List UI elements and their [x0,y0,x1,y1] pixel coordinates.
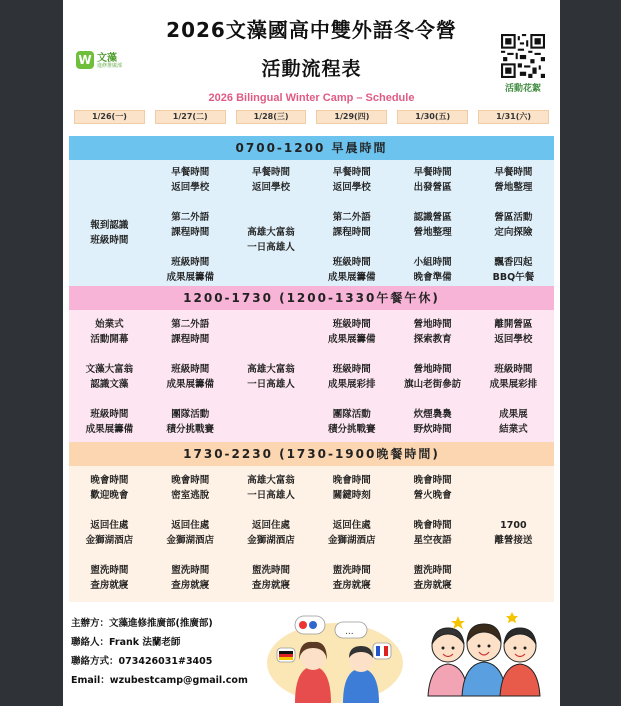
date-4: 1/29(四) [316,110,387,124]
date-1: 1/26(一) [74,110,145,124]
morning-cell: 返回學校 [332,182,371,193]
afternoon-area [69,310,554,442]
evening-cell: 晚會時間 [332,475,371,486]
morning-cell: 返回學校 [171,182,210,193]
afternoon-cell: 團隊活動 [332,409,371,420]
contact-phone-text: 聯絡方式：073426031#3405 [71,656,213,667]
kids-illustration-icon [418,606,548,701]
afternoon-cell: 班級時間 [332,319,371,330]
morning-cell: 定向探險 [494,227,533,238]
afternoon-cell: 成果展籌備 [328,334,376,345]
evening-cell: 關鍵時刻 [332,490,371,501]
morning-cell: 營地整理 [494,182,533,193]
morning-cell: 小組時間 [413,257,452,268]
morning-cell: 課程時間 [332,227,371,238]
morning-area [69,160,554,286]
poster-subtitle-zh: 活動流程表 [261,58,362,80]
afternoon-cell: 成果展 [499,409,528,420]
evening-cell: 查房就寢 [332,580,371,591]
poster-title: 2026文藻國高中雙外語冬令營 [166,18,457,42]
afternoon-cell: 炊煙裊裊 [413,409,452,420]
svg-text:...: ... [345,627,354,637]
afternoon-band: 1200-1730 (1200-1330午餐午休) [69,286,554,310]
evening-cell: 金獅湖酒店 [328,535,376,546]
afternoon-cell: 野炊時間 [413,424,452,435]
morning-cell: 返回學校 [251,182,290,193]
morning-cell: 成果展籌備 [328,272,376,283]
evening-cell: 查房就寢 [90,580,129,591]
morning-cell: BBQ午餐 [492,272,535,283]
logo-subtext: 進修推廣部 [97,63,123,69]
evening-cell: 返回住處 [251,520,290,531]
morning-cell: 早餐時間 [171,167,210,178]
evening-cell: 金獅湖酒店 [166,535,214,546]
logo-name: 文藻 [97,53,117,64]
contact-person-text: 聯絡人：Frank 法蘭老師 [71,637,181,648]
morning-cell: 晚會準備 [413,272,452,283]
afternoon-cell: 旗山老街參訪 [404,379,462,390]
evening-cell: 星空夜語 [413,535,452,546]
evening-cell: 查房就寢 [171,580,210,591]
evening-cell: 高雄大富翁 [247,475,295,486]
morning-cell: 第二外語 [171,212,210,223]
afternoon-cell: 團隊活動 [171,409,210,420]
morning-cell: 班級時間 [90,234,129,246]
evening-cell: 歡迎晚會 [90,490,129,501]
morning-cell: 早餐時間 [332,167,371,178]
afternoon-cell: 離開營區 [494,319,533,330]
date-5: 1/30(五) [397,110,468,124]
morning-cell: 課程時間 [171,227,210,238]
morning-cell: 班級時間 [171,257,210,268]
evening-cell: 晚會時間 [90,475,129,486]
evening-cell: 返回住處 [90,520,129,531]
poster [63,0,560,706]
morning-cell: 營區活動 [494,212,533,223]
afternoon-cell: 積分挑戰賽 [166,424,214,435]
evening-cell: 1700 [500,520,527,531]
evening-cell: 盥洗時間 [251,565,290,576]
evening-cell: 營火晚會 [413,490,452,501]
afternoon-cell: 高雄大富翁 [247,364,295,375]
afternoon-cell: 探索教育 [413,334,452,345]
evening-cell: 盥洗時間 [332,565,371,576]
contact-email-link[interactable]: Email：wzubestcamp@gmail.com [71,675,248,686]
morning-cell: 高雄大富翁 [247,227,295,238]
schedule-table [69,0,554,706]
date-6: 1/31(六) [478,110,549,124]
morning-cell: 早餐時間 [494,167,533,178]
afternoon-cell: 營地時間 [413,364,452,375]
evening-cell: 金獅湖酒店 [85,535,134,546]
evening-area [69,466,554,602]
afternoon-cell: 成果展彩排 [489,379,538,390]
evening-cell: 返回住處 [332,520,371,531]
evening-cell: 晚會時間 [413,520,452,531]
evening-cell: 金獅湖酒店 [247,535,295,546]
morning-cell: 一日高雄人 [247,242,295,253]
afternoon-cell: 班級時間 [494,364,533,375]
morning-cell: 出發營區 [413,182,452,193]
date-2: 1/27(二) [155,110,226,124]
logo-mark-icon: W [76,51,94,69]
morning-cell: 成果展籌備 [166,272,214,283]
evening-cell: 晚會時間 [171,475,210,486]
evening-cell: 密室逃脫 [171,490,210,501]
afternoon-cell: 認識文藻 [90,379,129,390]
morning-cell: 早餐時間 [413,167,452,178]
evening-cell: 盥洗時間 [90,565,129,576]
afternoon-cell: 班級時間 [90,409,129,420]
afternoon-cell: 始業式 [95,319,124,330]
evening-cell: 晚會時間 [413,475,452,486]
morning-cell: 早餐時間 [251,167,290,178]
qr-caption: 活動花絮 [504,84,541,94]
morning-cell: 飄香四起 [494,257,533,268]
evening-cell: 盥洗時間 [171,565,210,576]
afternoon-cell: 課程時間 [171,334,210,345]
afternoon-cell: 成果展籌備 [85,424,134,435]
evening-cell: 返回住處 [171,520,210,531]
afternoon-cell: 一日高雄人 [247,379,295,390]
evening-cell: 離營接送 [494,535,533,546]
date-3: 1/28(三) [236,110,307,124]
morning-cell: 報到認識 [90,219,129,231]
evening-cell: 查房就寢 [251,580,290,591]
evening-band: 1730-2230 (1730-1900晚餐時間) [69,442,554,466]
afternoon-cell: 活動開幕 [90,334,129,345]
afternoon-cell: 積分挑戰賽 [328,424,376,435]
afternoon-cell: 文藻大富翁 [85,364,134,375]
evening-cell: 盥洗時間 [413,565,452,576]
morning-cell: 第二外語 [332,212,371,223]
afternoon-cell: 第二外語 [171,319,210,330]
evening-cell: 一日高雄人 [247,490,295,501]
afternoon-cell: 成果展籌備 [166,379,214,390]
morning-cell: 營地整理 [413,227,452,238]
afternoon-cell: 返回學校 [494,334,533,345]
afternoon-cell: 營地時間 [413,319,452,330]
morning-cell: 認識營區 [413,212,452,223]
afternoon-cell: 結業式 [499,424,528,435]
afternoon-cell: 成果展彩排 [328,379,376,390]
evening-cell: 查房就寢 [413,580,452,591]
organizer-text: 主辦方：文藻進修推廣部(推廣部) [71,618,213,629]
conversation-illustration-icon [265,608,405,703]
afternoon-cell: 班級時間 [171,364,210,375]
afternoon-cell: 班級時間 [332,364,371,375]
morning-band: 0700-1200 早晨時間 [69,136,554,160]
poster-subtitle-en: 2026 Bilingual Winter Camp – Schedule [208,92,415,104]
morning-cell: 班級時間 [332,257,371,268]
